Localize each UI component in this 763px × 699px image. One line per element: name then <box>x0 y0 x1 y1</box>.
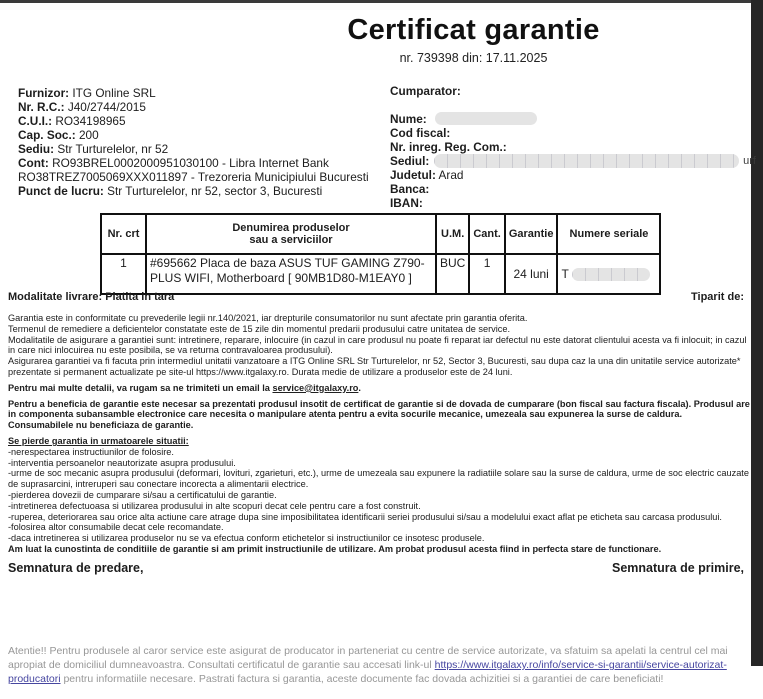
page-title: Certificat garantie <box>347 14 600 46</box>
field-label: Nume: <box>390 112 427 126</box>
field-label: Punct de lucru: <box>18 184 104 198</box>
field-label: C.U.I.: <box>18 114 53 128</box>
lose-item: -ruperea, deteriorarea sau orice alta actiune care atrage dupa sine imposibilitatea identificarii seriei produsului si/sau a modelului exact aflat pe eticheta sau carcasa produsului. <box>8 511 722 522</box>
field-value: 200 <box>78 128 99 142</box>
lose-item: -intretinerea defectuoasa si utilizarea produsului in alte scopuri decat cele pentru care a fost construit. <box>8 500 421 511</box>
supplier-field-punct-lucru <box>18 184 384 198</box>
lose-item: -urme de soc mecanic asupra produsului (deformari, lovituri, zgarieturi, etc.), urme de umezeala sau expunere la radiatiile solare sau la surse de caldura, urme de soc electric cauzate de suprasarcini, intreruperi sau conectare incorecta a alimentarii electrice. <box>8 468 749 490</box>
lose-item: -interventia persoanelor neautorizate asupra produsului. <box>8 457 236 468</box>
supplier-field-cui <box>18 114 384 128</box>
cell-um: BUC <box>436 254 469 294</box>
redaction-blur-serial <box>572 268 650 281</box>
header-nr-crt: Nr. crt <box>101 214 146 254</box>
terms-line-2: Termenul de remediere a deficientelor constatate este de 15 zile din momentul predarii produsului catre unitatea de service. <box>8 323 511 334</box>
field-label: IBAN: <box>390 196 423 210</box>
benefit-paragraph: Pentru a beneficia de garantie este necesar sa prezentati produsul insotit de certificat de garantie si de dovada de cumparare (bon fiscal sau factura fiscala). Produsul are in componenta subansamble electronice care necesita o manipulare atenta pentru a evita socurile mecanice, umezeala sau expunerea la surse de caldura. <box>8 398 750 420</box>
supplier-field-nr-rc <box>18 100 384 114</box>
buyer-field-banca <box>390 182 756 196</box>
cell-product: #695662 Placa de baza ASUS TUF GAMING Z790-PLUS WIFI, Motherboard [ 90MB1D80-M1EAY0 ] <box>146 254 436 294</box>
terms-line-4: Asigurarea garantiei va fi facuta prin intermediul unitatii vanzatoare a ITG Online SRL Str Turturelelor, nr 52, Sector 3, Bucuresti, sau dupa caz la una din unitatile service autorizate* prezentate si permanent actualizate pe site-ul https://www.itgalaxy.ro. Durata medie de utilizare a produselor este de 24 luni. <box>8 356 741 377</box>
field-label: Cap. Soc.: <box>18 128 76 142</box>
signature-handover-label: Semnatura de predare, <box>8 561 144 575</box>
field-value: Str Turturelelor, nr 52 <box>57 142 169 156</box>
buyer-field-nume <box>390 112 756 126</box>
redaction-blur-address <box>434 154 739 168</box>
field-label: Furnizor: <box>18 86 70 100</box>
buyer-heading: Cumparator: <box>390 84 461 98</box>
field-label: Nr. R.C.: <box>18 100 65 114</box>
header-um: U.M. <box>436 214 469 254</box>
supplier-field-sediu <box>18 142 384 156</box>
lose-item: -folosirea altor consumabile decat cele recomandate. <box>8 522 224 533</box>
printed-by-label: Tiparit de: <box>691 291 744 303</box>
benefit-paragraph-2: Consumabilele nu beneficiaza de garantie. <box>8 420 194 431</box>
buyer-field-nr-inreg <box>390 140 756 154</box>
lose-warranty-heading: Se pierde garantia in urmatoarele situatii: <box>8 435 189 446</box>
field-label: Sediu: <box>18 142 55 156</box>
field-label: Judetul: <box>390 168 436 182</box>
field-value: RO93BREL0002000951030100 - Libra Internet Bank <box>52 156 329 170</box>
field-value: RO34198965 <box>55 114 126 128</box>
header-garantie: Garantie <box>505 214 558 254</box>
title-block <box>190 14 757 65</box>
buyer-field-cod-fiscal <box>390 126 756 140</box>
header-denumire: Denumirea produselor sau a serviciilor <box>146 214 436 254</box>
header-cant: Cant. <box>469 214 505 254</box>
lose-item: -nerespectarea instructiunilor de folosire. <box>8 446 174 457</box>
signature-receive-label: Semnatura de primire, <box>612 561 744 575</box>
field-label: Banca: <box>390 182 430 196</box>
lose-item: -pierderea dovezii de cumparare si/sau a certificatului de garantie. <box>8 489 277 500</box>
field-value: ITG Online SRL <box>72 86 156 100</box>
field-value: Arad <box>438 168 464 182</box>
footer-text-after-link: pentru informatiile necesare. Pastrati factura si garantia, aceste documente fac dovada achizitiei si a garantiei de care beneficiati! <box>63 673 664 686</box>
footer-paragraph <box>8 644 745 687</box>
header-numere-seriale: Numere seriale <box>557 214 660 254</box>
supplier-field-cont <box>18 156 384 170</box>
delivery-line: Modalitate livrare: Platita in tara <box>8 291 175 303</box>
buyer-field-sediul <box>390 154 756 168</box>
field-label: Cont: <box>18 156 49 170</box>
acknowledge-paragraph: Am luat la cunostinta de conditiile de garantie si am primit instructiunile de utilizare. Am probat produsul acesta fiind in perfecta stare de functionare. <box>8 543 662 554</box>
serial-visible-fragment: T <box>561 266 569 281</box>
supplier-field-cap-soc <box>18 128 384 142</box>
terms-line-3: Modalitatile de asigurare a garantiei sunt: intretinere, reparare, inlocuire (in cazul in care produsul nu poate fi reparat iar defectul nu este datorat clientului acesta va fi inlocuit; in cazul in care nici inlocuirea nu este posibila, se va returna contravaloarea produsului). <box>8 334 747 356</box>
field-value: J40/2744/2015 <box>67 100 146 114</box>
field-label: Sediul: <box>390 154 430 168</box>
email-link[interactable]: service@itgalaxy.ro <box>272 382 359 393</box>
certificate-number: nr. 739398 din: 17.11.2025 <box>399 51 548 65</box>
field-label: Cod fiscal: <box>390 126 451 140</box>
terms-line-1: Garantia este in conformitate cu prevederile legii nr.140/2021, iar drepturile consumatorilor nu sunt afectate prin garantia oferita. <box>8 313 528 323</box>
terms-block <box>8 313 754 555</box>
cell-garantie: 24 luni <box>505 254 558 294</box>
supplier-block <box>18 86 384 198</box>
field-value: Str Turturelelor, nr 52, sector 3, Bucuresti <box>107 184 323 198</box>
address-visible-fragment: urf <box>743 155 756 167</box>
products-table <box>100 213 661 295</box>
buyer-field-judetul <box>390 168 756 182</box>
field-value: RO38TREZ7005069XXX011897 - Trezoreria Municipiului Bucuresti <box>18 170 369 184</box>
lose-item: -daca intretinerea si utilizarea produselor nu se va efectua conform etichetelor si instructiunilor ce insotesc produsele. <box>8 533 485 544</box>
footer-service-link[interactable]: https://www.itgalaxy.ro/info/service-si-garantii/service-autorizat-producatori <box>8 659 727 686</box>
cell-cant: 1 <box>469 254 505 294</box>
footer-text-before-link: Atentie!! Pentru produsele al caror service este asigurat de producator in parteneriat cu centre de service autorizate, va sfatuim sa apelati la centrul cel mai apropiat de domiciliul dumneavoastra. Consultati certificatul de garantie sau accesati link-ul <box>8 645 728 672</box>
table-row <box>101 254 660 294</box>
redaction-blur-name <box>435 112 537 125</box>
field-label: Nr. inreg. Reg. Com.: <box>390 140 507 154</box>
supplier-field-furnizor <box>18 86 384 100</box>
table-header-row <box>101 214 660 254</box>
contact-line: Pentru mai multe detalii, va rugam sa ne trimiteti un email la service@itgalaxy.ro. <box>8 382 361 393</box>
buyer-field-iban <box>390 196 756 210</box>
buyer-block <box>390 84 756 210</box>
top-border-line <box>0 0 751 3</box>
supplier-field-cont2 <box>18 170 384 184</box>
cell-serial <box>557 254 660 294</box>
cell-nr: 1 <box>101 254 146 294</box>
